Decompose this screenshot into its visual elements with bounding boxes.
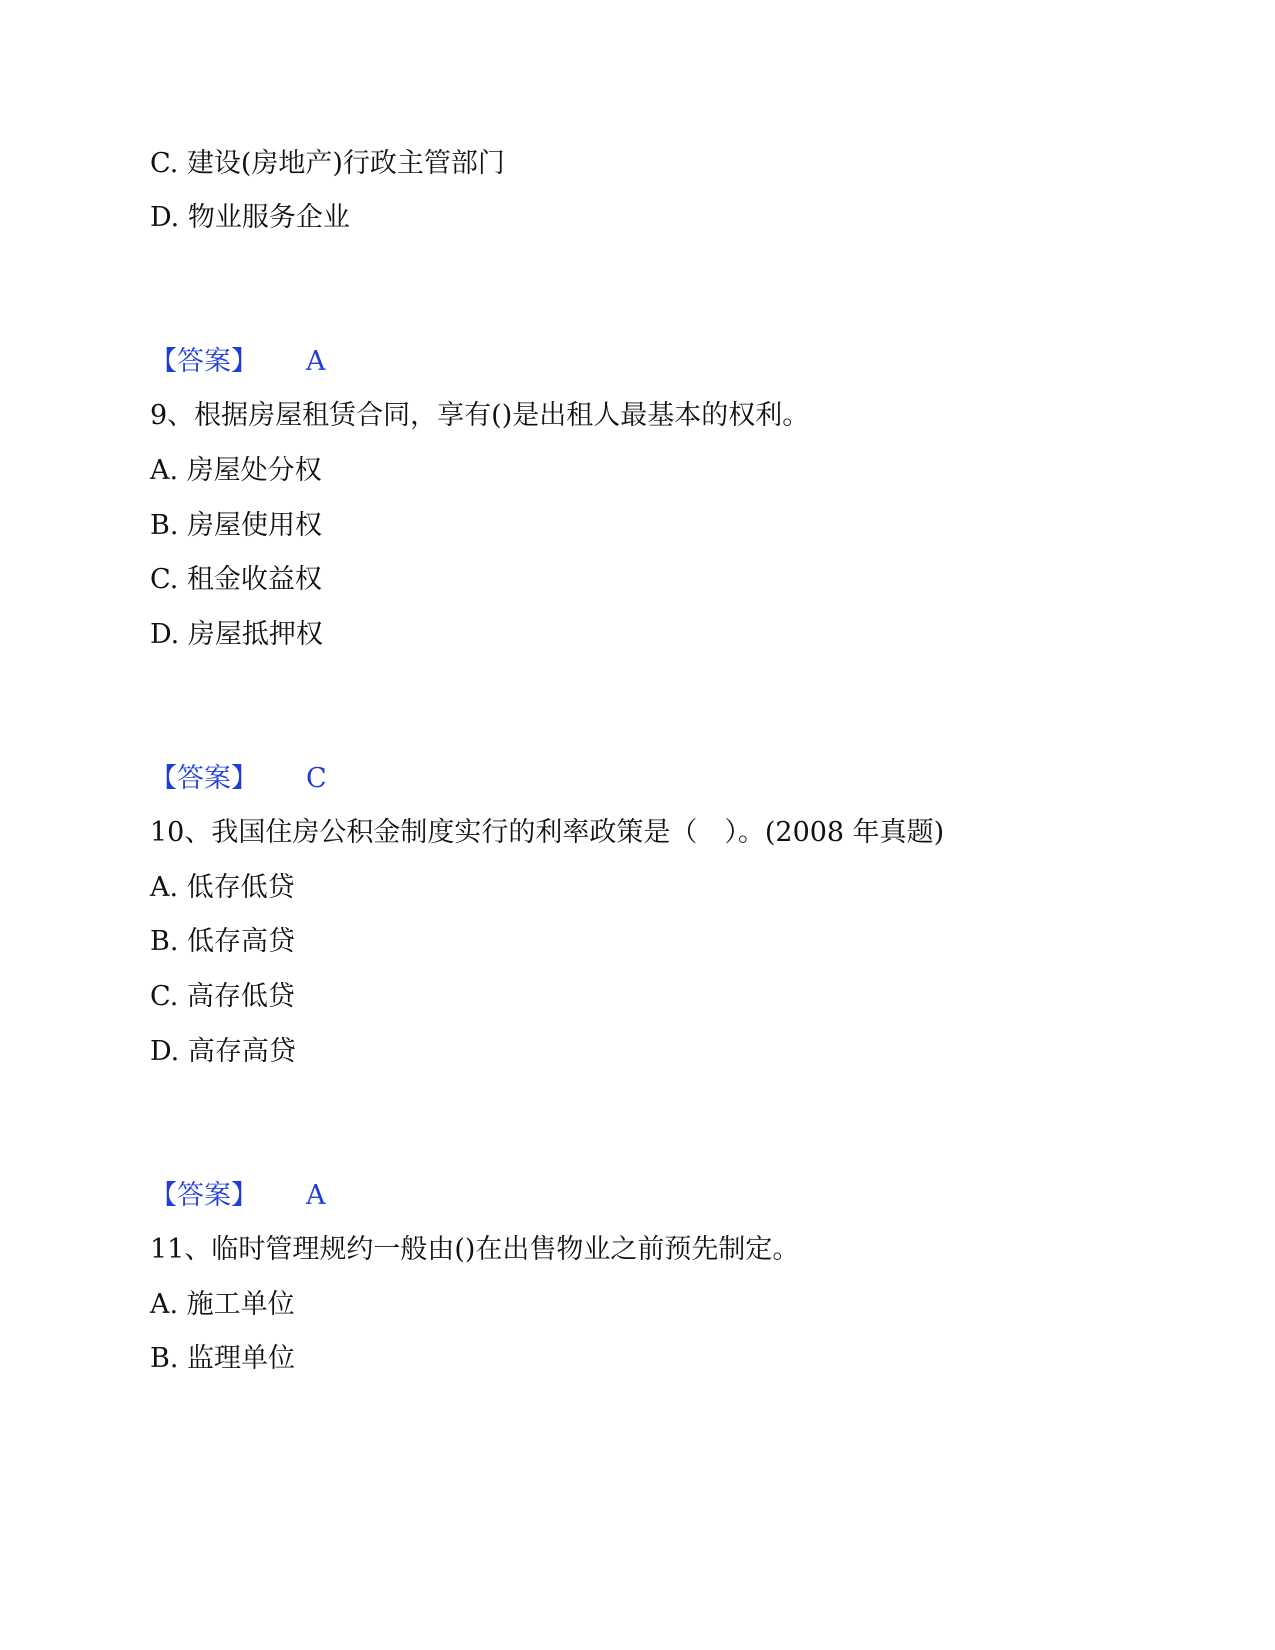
q9-option-a: A. 房屋处分权 — [150, 455, 322, 486]
q8-answer — [150, 345, 326, 379]
q9-option-c: C. 租金收益权 — [150, 564, 322, 595]
q9-option-d: D. 房屋抵押权 — [150, 619, 323, 650]
q10-option-d: D. 高存高贷 — [150, 1036, 296, 1067]
q8-option-d: D. 物业服务企业 — [150, 202, 350, 233]
q10-option-a: A. 低存低贷 — [150, 872, 295, 903]
answer-value: A — [306, 346, 326, 377]
answer-value: A — [306, 1180, 326, 1211]
q10-option-c: C. 高存低贷 — [150, 981, 295, 1012]
q11-option-a: A. 施工单位 — [150, 1289, 295, 1320]
answer-value: C — [306, 763, 327, 794]
q11-option-b: B. 监理单位 — [150, 1343, 296, 1374]
q9-question: 9、根据房屋租赁合同，享有()是出租人最基本的权利。 — [150, 400, 810, 431]
q10-option-b: B. 低存高贷 — [150, 926, 296, 957]
q10-answer — [150, 1179, 326, 1213]
answer-label: 【答案】 — [150, 763, 258, 794]
q9-answer — [150, 762, 327, 796]
q9-option-b: B. 房屋使用权 — [150, 510, 323, 541]
q11-question: 11、临时管理规约一般由()在出售物业之前预先制定。 — [150, 1234, 800, 1265]
answer-label: 【答案】 — [150, 1180, 258, 1211]
q8-option-c: C. 建设(房地产)行政主管部门 — [150, 148, 505, 179]
answer-label: 【答案】 — [150, 346, 258, 377]
q10-question: 10、我国住房公积金制度实行的利率政策是（ ）。(2008 年真题) — [150, 817, 945, 848]
